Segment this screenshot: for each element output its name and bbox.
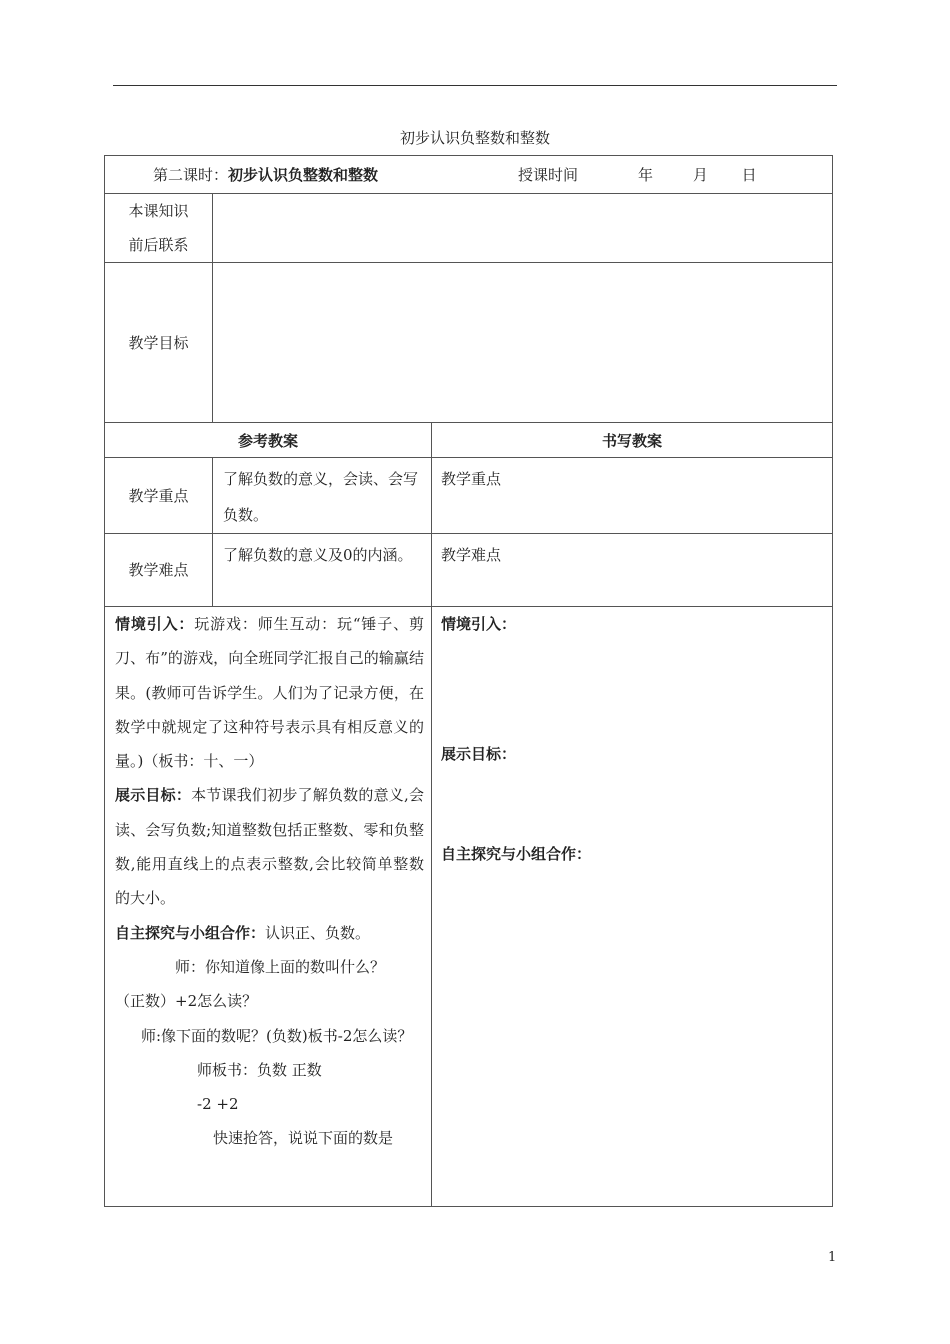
lesson-title: 初步认识负整数和整数 — [228, 166, 379, 184]
page-number: 1 — [828, 1250, 837, 1265]
board-writing: 师板书：负数 正数 — [197, 1060, 322, 1079]
knowledge-label-2: 前后联系 — [128, 236, 189, 254]
difficulties-row — [105, 534, 833, 607]
key-points-row — [105, 458, 833, 534]
difficulties-right-label: 教学难点 — [432, 534, 833, 607]
goals-label: 教学目标 — [105, 263, 213, 423]
intro-text: 玩游戏：师生互动：玩“锤子、剪刀、布”的游戏，向全班同学汇报自己的输赢结果。(教师可告诉学生。人们为了记录方便，在数学中就规定了这种符号表示具有相反意义的量。)（板书：十、一） — [115, 615, 424, 771]
right-intro-heading: 情境引入： — [441, 615, 517, 633]
month-label: 月 — [692, 166, 708, 184]
teacher-question-1: 师：你知道像上面的数叫什么？ — [175, 957, 386, 976]
quick-answer-line: 快速抢答，说说下面的数是 — [213, 1129, 394, 1148]
key-points-label: 教学重点 — [105, 458, 213, 534]
column-header-row — [105, 423, 833, 458]
reference-plan-header: 参考教案 — [105, 423, 432, 458]
explore-heading: 自主探究与小组合作： — [115, 923, 266, 942]
goal-paragraph — [115, 778, 424, 915]
goal-text: 本节课我们初步了解负数的意义,会读、会写负数;知道整数包括正整数、零和负整数,能用直线上的点表示整数,会比较简单整数的大小。 — [115, 786, 424, 908]
document-title: 初步认识负整数和整数 — [399, 129, 550, 147]
knowledge-row — [105, 194, 833, 263]
key-points-right-label: 教学重点 — [432, 458, 833, 534]
right-explore-heading: 自主探究与小组合作： — [441, 845, 592, 863]
intro-heading: 情境引入： — [115, 615, 195, 633]
teacher-question-2: 师:像下面的数呢？(负数)板书-2怎么读？ — [141, 1026, 413, 1045]
year-label: 年 — [638, 166, 654, 184]
writing-activity-cell — [432, 607, 833, 1207]
header-rule — [113, 85, 837, 86]
lesson-prefix: 第二课时： — [153, 166, 229, 184]
writing-plan-header: 书写教案 — [432, 423, 833, 458]
explore-text: 认识正、负数。 — [265, 923, 371, 942]
day-label: 日 — [741, 166, 757, 184]
knowledge-label-cell — [105, 194, 213, 263]
goal-heading: 展示目标： — [115, 786, 192, 805]
lesson-header-cell — [105, 156, 833, 194]
difficulties-text: 了解负数的意义及0的内涵。 — [213, 534, 432, 607]
reference-activity-cell — [105, 607, 432, 1207]
difficulties-label: 教学难点 — [105, 534, 213, 607]
activity-row — [105, 607, 833, 1207]
explore-paragraph — [115, 916, 424, 950]
goals-row — [105, 263, 833, 423]
key-points-text: 了解负数的意义，会读、会写负数。 — [213, 458, 432, 534]
knowledge-label-1: 本课知识 — [128, 202, 189, 220]
board-numbers: -2 +2 — [197, 1095, 239, 1114]
knowledge-content-cell — [213, 194, 833, 263]
answer-line-1: （正数）+2怎么读？ — [115, 992, 258, 1011]
lesson-plan-table — [104, 155, 833, 1207]
intro-paragraph — [115, 607, 424, 778]
goals-content-cell — [213, 263, 833, 423]
time-label: 授课时间 — [518, 166, 579, 184]
right-goal-heading: 展示目标： — [441, 745, 517, 763]
lesson-header-row — [105, 156, 833, 194]
